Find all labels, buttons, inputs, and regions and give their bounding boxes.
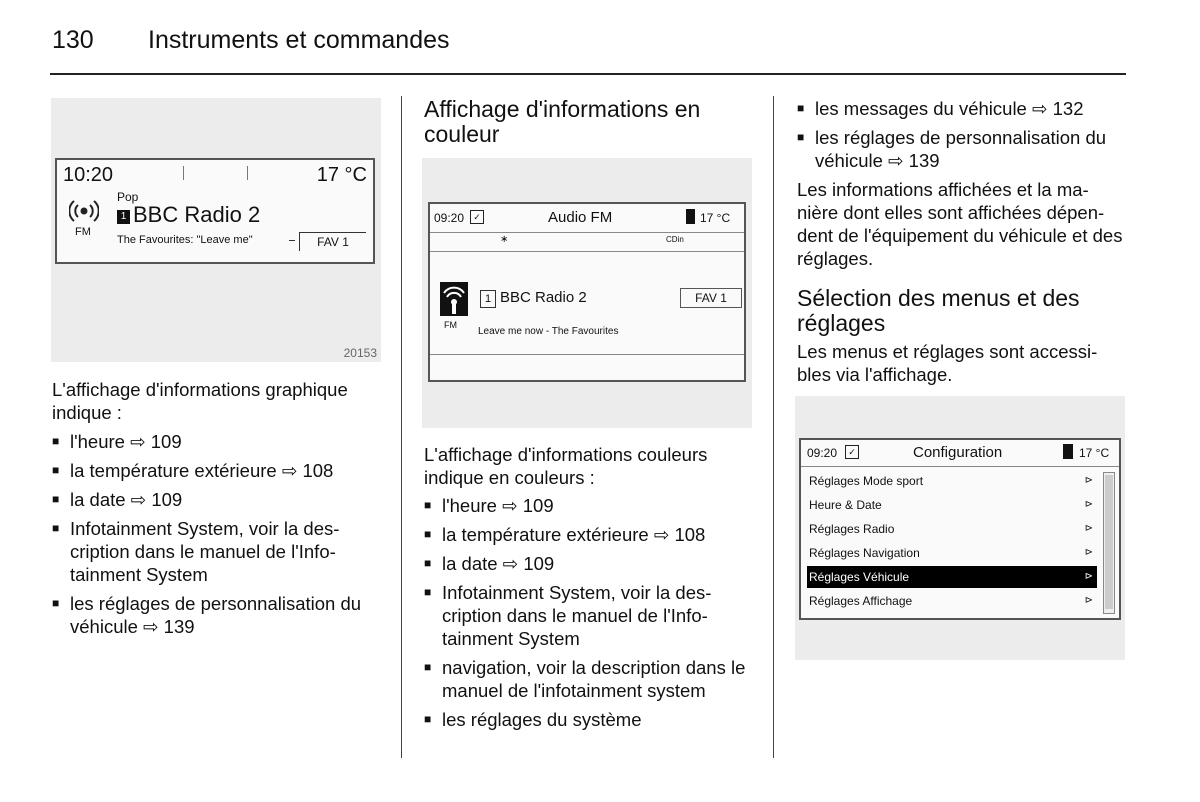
section-heading-color-display: Affichage d'informations en couleur [424, 96, 701, 147]
list-item: ■ la température extérieure ⇨ 108 [424, 523, 759, 546]
display-temperature: 17 °C [1079, 446, 1110, 460]
display-temperature: 17 °C [316, 164, 367, 186]
menu-item-mode-sport[interactable] [807, 472, 1097, 490]
config-display-screen [799, 438, 1121, 620]
display-time: 09:20 [807, 446, 838, 460]
display-temperature: 17 °C [700, 211, 731, 225]
col3-bullet-list [797, 97, 1132, 178]
page-number: 130 [52, 26, 94, 54]
status-bar [801, 440, 1119, 467]
scrollbar-thumb[interactable] [1105, 475, 1113, 609]
menu-item-label: Réglages Affichage [809, 594, 913, 608]
col2-bullet-list [424, 494, 759, 737]
column-divider-1 [401, 96, 402, 758]
separator-mark [183, 166, 184, 180]
bluetooth-icon: ∗ [500, 234, 509, 245]
color-display-screen [428, 202, 746, 382]
display-time: 09:20 [434, 211, 465, 225]
status-bar [430, 204, 744, 233]
list-item: ■ l'heure ⇨ 109 [52, 430, 387, 453]
thermometer-icon [686, 209, 695, 224]
sub-status-bar [430, 233, 744, 252]
figure-color-display [422, 158, 752, 428]
list-item: ■ la date ⇨ 109 [52, 488, 387, 511]
list-item: ■ navigation, voir la description dans le manuel de l'infotainment system [424, 656, 759, 702]
col1-bullet-list [52, 430, 387, 644]
col3-paragraph-2: Les menus et réglages sont accessi-bles via l'affichage. [797, 341, 1098, 385]
separator-mark [247, 166, 248, 180]
header-rule [50, 73, 1126, 75]
menu-item-vehicule-selected[interactable] [807, 566, 1097, 588]
list-item: ■ l'heure ⇨ 109 [424, 494, 759, 517]
bottom-bar-line [430, 354, 744, 355]
chevron-right-icon: ⊳ [1084, 547, 1093, 558]
chevron-right-icon: ⊳ [1084, 475, 1093, 486]
list-item: ■ Infotainment System, voir la des-cription dans le manuel de l'Info-tainment System [52, 517, 387, 586]
display-time: 10:20 [63, 164, 114, 186]
band-label: FM [75, 226, 91, 238]
radio-text: Leave me now - The Favourites [478, 326, 619, 337]
graphic-display-screen [55, 158, 375, 264]
col2-intro: L'affichage d'informations couleurs indique en couleurs : [424, 444, 708, 488]
chevron-right-icon: ⊳ [1084, 499, 1093, 510]
scrollbar[interactable] [1103, 472, 1115, 614]
radio-signal-icon [440, 282, 468, 316]
fav-dash [289, 240, 295, 241]
list-item: ■ les réglages du système [424, 708, 759, 731]
preset-badge: 1 [117, 210, 130, 224]
column-divider-2 [773, 96, 774, 758]
menu-item-navigation[interactable] [807, 544, 1097, 562]
page-title: Instruments et commandes [148, 26, 450, 54]
chevron-right-icon: ⊳ [1084, 595, 1093, 606]
menu-item-heure-date[interactable] [807, 496, 1097, 514]
screen-title: Audio FM [548, 209, 613, 226]
chevron-right-icon: ⊳ [1084, 523, 1093, 534]
menu-item-label: Heure & Date [809, 498, 882, 512]
menu-item-label: Réglages Véhicule [809, 570, 910, 584]
radio-signal-icon [69, 198, 99, 224]
list-item: ■ les réglages de personnalisation du véhicule ⇨ 139 [52, 592, 387, 638]
list-item: ■ Infotainment System, voir la des-cription dans le manuel de l'Info-tainment System [424, 581, 759, 650]
genre-label: Pop [117, 190, 139, 204]
menu-item-affichage[interactable] [807, 592, 1097, 610]
list-item: ■ les réglages de personnalisation du véhicule ⇨ 139 [797, 126, 1132, 172]
figure-config-display [795, 396, 1125, 660]
chevron-right-icon: ⊳ [1084, 571, 1093, 582]
station-name: BBC Radio 2 [500, 289, 587, 306]
clock-icon: ✓ [470, 210, 484, 224]
menu-item-label: Réglages Mode sport [809, 474, 924, 488]
fav-button: FAV 1 [680, 288, 742, 308]
radio-text: The Favourites: "Leave me" [117, 234, 253, 246]
station-name: BBC Radio 2 [133, 202, 261, 227]
list-item: ■ la température extérieure ⇨ 108 [52, 459, 387, 482]
menu-item-label: Réglages Radio [809, 522, 895, 536]
menu-item-radio[interactable] [807, 520, 1097, 538]
clock-icon: ✓ [845, 445, 859, 459]
col3-paragraph: Les informations affichées et la ma-nière dont elles sont affichées dépen-dent de l'équipement du véhicule et des réglages. [797, 179, 1123, 269]
section-heading-menus: Sélection des menus et des réglages [797, 285, 1080, 336]
col1-intro: L'affichage d'informations graphique indique : [52, 379, 348, 423]
cdin-label: CDin [666, 235, 684, 244]
list-item: ■ les messages du véhicule ⇨ 132 [797, 97, 1132, 120]
preset-badge: 1 [480, 290, 496, 308]
thermometer-icon [1063, 444, 1073, 459]
list-item: ■ la date ⇨ 109 [424, 552, 759, 575]
band-label: FM [444, 320, 457, 330]
menu-item-label: Réglages Navigation [809, 546, 920, 560]
figure-number: 20153 [343, 346, 377, 360]
screen-title: Configuration [913, 444, 1003, 461]
fav-button: FAV 1 [299, 232, 366, 251]
figure-graphic-display [51, 98, 381, 362]
